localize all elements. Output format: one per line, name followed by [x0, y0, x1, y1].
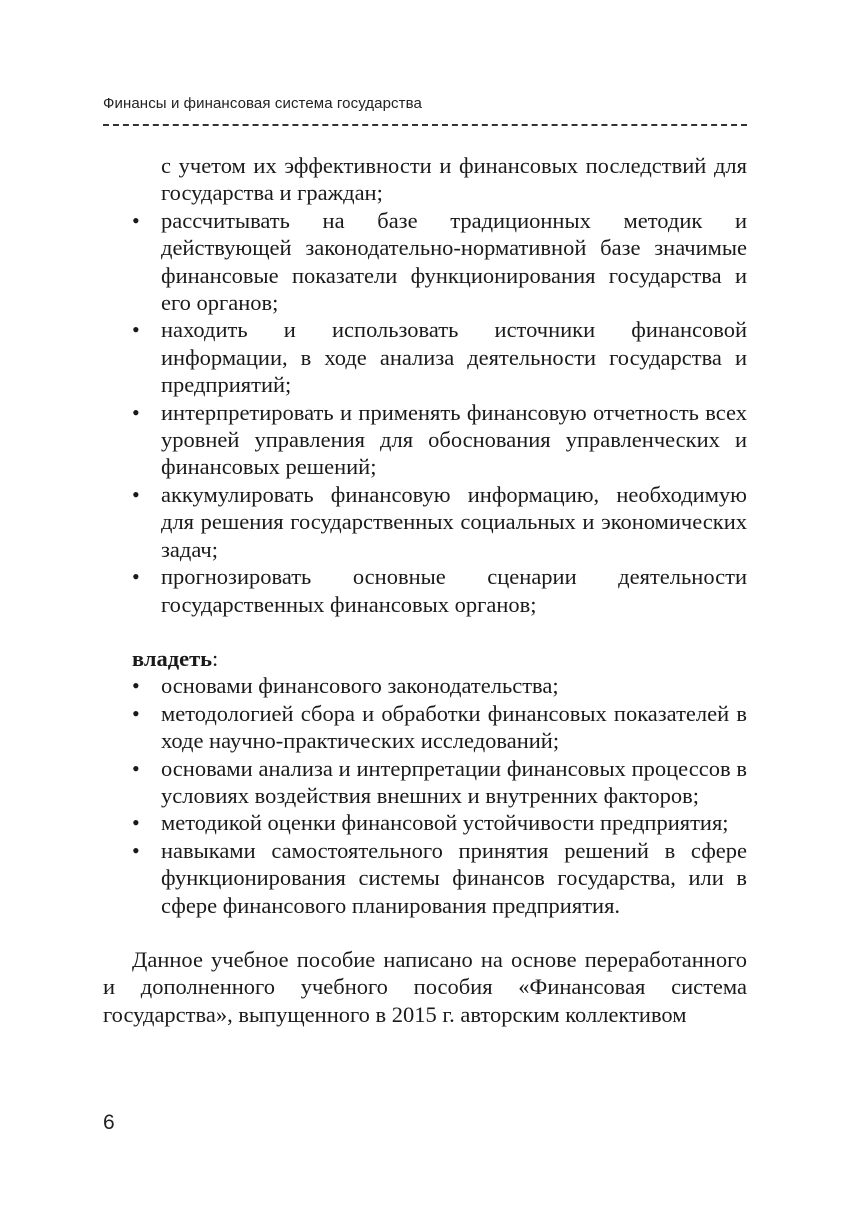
list-item	[103, 755, 747, 810]
list-item-text: методологией сбора и обработки финансовых показателей в ходе научно-практических исследований;	[161, 700, 747, 754]
list-item-text: навыками самостоятельного принятия решений в сфере функционирования системы финансов государства, или в сфере финансового планирования предприятия.	[161, 837, 747, 918]
section-heading-label: владеть	[132, 645, 213, 671]
closing-paragraph: Данное учебное пособие написано на основе переработанного и дополненного учебного пособия «Финансовая система государства», выпущенного в 2015 г. авторским коллективом	[103, 946, 747, 1027]
bullet-icon: •	[132, 755, 140, 781]
vladet-list	[103, 672, 747, 919]
list-item-text: интерпретировать и применять финансовую отчетность всех уровней управления для обоснования управленческих и финансовых решений;	[161, 399, 747, 480]
list-item-text: находить и использовать источники финансовой информации, в ходе анализа деятельности государства и предприятий;	[161, 317, 747, 398]
continuation-text: с учетом их эффективности и финансовых последствий для государства и граждан;	[161, 153, 747, 206]
list-item	[103, 700, 747, 755]
section-heading-vladet	[103, 645, 747, 672]
bullet-icon: •	[132, 481, 140, 507]
page-body	[103, 152, 747, 1028]
bullet-icon: •	[132, 399, 140, 425]
list-item	[103, 837, 747, 919]
bullet-icon: •	[132, 837, 140, 863]
list-item-text: аккумулировать финансовую информацию, необходимую для решения государственных социальных и экономических задач;	[161, 481, 747, 562]
bullet-icon: •	[132, 564, 140, 590]
list-item-text: методикой оценки финансовой устойчивости предприятия;	[161, 810, 729, 836]
header-dashed-rule	[103, 124, 747, 126]
list-item	[103, 207, 747, 317]
list-item	[103, 563, 747, 618]
bullet-icon: •	[132, 810, 140, 836]
list-item	[103, 481, 747, 563]
running-header: Финансы и финансовая система государства	[103, 95, 422, 112]
list-item-text: рассчитывать на базе традиционных методик и действующей законодательно-нормативной базе значимые финансовые показатели функционирования государства и его органов;	[161, 207, 747, 316]
list-item	[103, 809, 747, 836]
page-number: 6	[103, 1111, 115, 1134]
bullet-icon: •	[132, 317, 140, 343]
list-item-text: основами анализа и интерпретации финансовых процессов в условиях воздействия внешних и внутренних факторов;	[161, 755, 747, 808]
bullet-icon: •	[132, 700, 140, 726]
list-item-text: прогнозировать основные сценарии деятельности государственных финансовых органов;	[161, 564, 747, 617]
bullet-icon: •	[132, 207, 140, 233]
list-item-text: основами финансового законодательства;	[161, 673, 559, 699]
list-item	[103, 316, 747, 398]
list-item	[103, 399, 747, 481]
section-heading-colon: :	[212, 645, 219, 671]
skills-list	[103, 207, 747, 618]
list-item	[103, 672, 747, 699]
bullet-icon: •	[132, 673, 140, 699]
